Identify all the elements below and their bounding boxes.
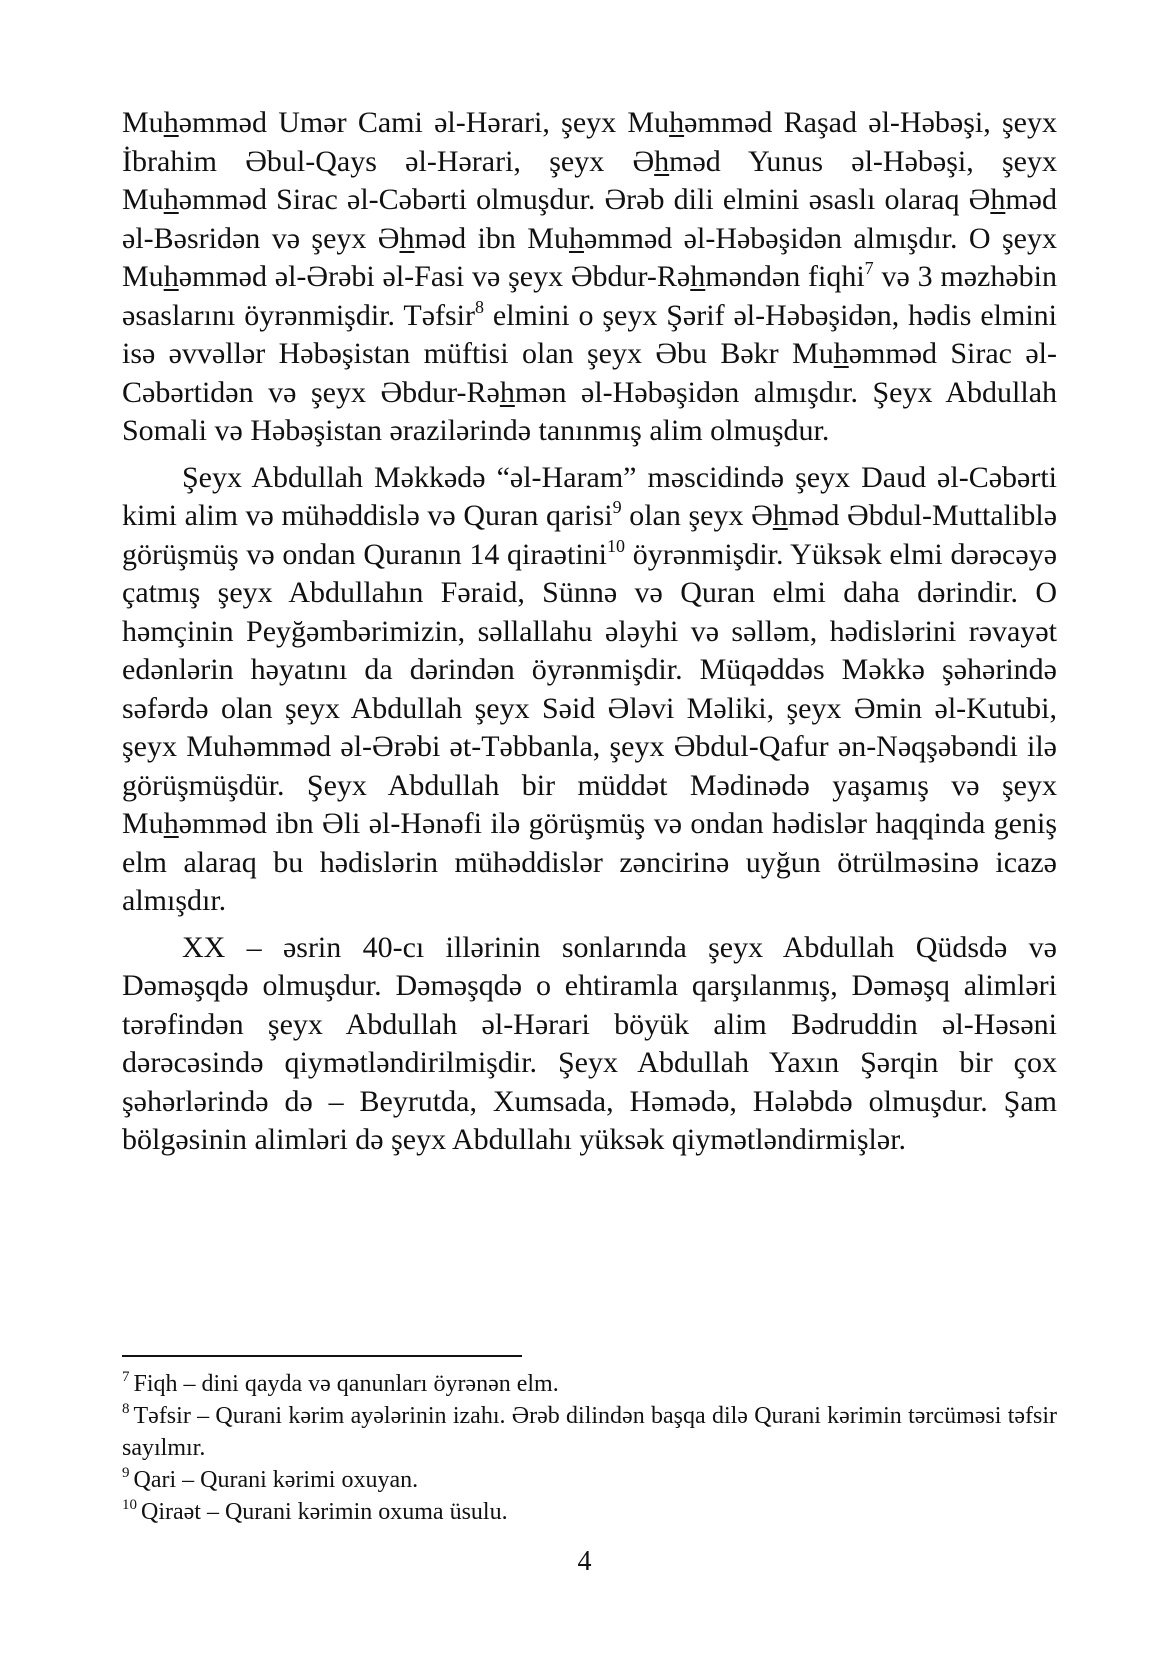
footnote-number: 9 (122, 1465, 130, 1481)
text-run: məd Əbdul-Muttaliblə görüşmüş və ondan Quranın 14 qiraətini (122, 499, 1058, 571)
footnote-ref: 9 (612, 497, 622, 517)
underlined-letter: h (163, 807, 179, 840)
underlined-letter: h (669, 106, 685, 139)
underlined-letter: h (163, 106, 179, 139)
footnote-text: Qari – Qurani kərimi oxuyan. (133, 1467, 419, 1493)
footnote-number: 8 (122, 1401, 130, 1417)
text-run: əmməd əl-Ərəbi əl-Fasi və şeyx Əbdur-Rə (178, 260, 691, 293)
text-run: məd Yunus əl-Həbəşi, şeyx Mu (122, 144, 1057, 216)
footnote-ref: 10 (607, 535, 626, 556)
footnote-ref: 7 (864, 258, 874, 278)
underlined-letter: h (772, 499, 788, 532)
footnote-text: Təfsir – Qurani kərim ayələrinin izahı. Ərəb dilindən başqa dilə Qurani kərimin tərcüməsi təfsir sayılmır. (122, 1403, 1057, 1461)
footnote-ref: 8 (475, 296, 484, 317)
footnotes (122, 1368, 1057, 1528)
footnote-9 (122, 1464, 1057, 1496)
footnote-number: 7 (122, 1369, 130, 1385)
text-run: məndən fiqhi (705, 260, 865, 293)
underlined-letter: h (399, 221, 415, 255)
text-run: elmini o şeyx Şərif əl-Həbəşidən, hədis elmini isə əvvəllər Həbəşistan müftisi olan şeyx Əbu Bəkr Mu (122, 298, 1057, 370)
footnote-text: Qiraət – Qurani kərimin oxuma üsulu. (141, 1499, 508, 1525)
main-text (122, 104, 1057, 1168)
text-run: öyrənmişdir. Yüksək elmi dərəcəyə çatmış şeyx Abdullahın Fəraid, Sünnə və Quran elmi daha dərindir. O həmçinin Peyğəmbərimizin, səllallahu ələyhi və səlləm, hədislərini rəvayət edənlərin həyatını da dərindən öyrənmişdir. Müqəddəs Məkkə şəhərində səfərdə olan şeyx Abdullah şeyx Səid Ələvi Məliki, şeyx Əmin əl-Kutubi, şeyx Muhəmməd əl-Ərəbi ət-Təbbanla, şeyx Əbdul-Qafur ən-Nəqşəbəndi ilə görüşmüşdür. Şeyx Abdullah bir müddət Mədinədə yaşamış və şeyx Mu (122, 537, 1058, 840)
paragraph-3 (122, 929, 1057, 1160)
underlined-letter: h (833, 337, 849, 370)
footnote-text: Fiqh – dini qayda və qanunları öyrənən elm. (133, 1371, 559, 1397)
underlined-letter: h (990, 183, 1006, 216)
paragraph-2 (122, 459, 1057, 921)
text-run: və 3 məzhəbin əsaslarını öyrənmişdir. Təfsir (122, 260, 1057, 332)
footnote-8 (122, 1400, 1057, 1464)
text-run: mən əl-Həbəşidən almışdır. Şeyx Abdullah Somali və Həbəşistan ərazilərində tanınmış alim olmuşdur. (122, 375, 1058, 447)
footnote-number: 10 (122, 1497, 137, 1513)
text-run: əmməd Sirac əl-Cəbərti olmuşdur. Ərəb dili elmini əsaslı olaraq Ə (178, 183, 991, 216)
text-run: əmməd Raşad əl-Həbəşi, şeyx İbrahim Əbul-Qays əl-Hərari, şeyx Ə (122, 106, 1057, 178)
paragraph-1 (122, 104, 1057, 451)
underlined-letter: h (163, 183, 179, 216)
underlined-letter: h (568, 221, 584, 255)
underlined-letter: h (499, 375, 515, 409)
underlined-letter: h (690, 260, 706, 293)
page-number: 4 (577, 1546, 592, 1577)
footnote-10 (122, 1496, 1057, 1528)
text-run: əmməd ibn Əli əl-Hənəfi ilə görüşmüş və ondan hədislər haqqinda geniş elm alaraq bu hədislərin mühəddislər zəncirinə uyğun ötrülməsinə icazə almışdır. (122, 807, 1057, 917)
text-run: əmməd Umər Cami əl-Hərari, şeyx Mu (178, 106, 670, 139)
underlined-letter: h (163, 260, 179, 293)
text-run: məd ibn Mu (414, 221, 569, 255)
footnote-7 (122, 1368, 1057, 1400)
text-run: olan şeyx Ə (621, 499, 773, 532)
text-run: əmməd Sirac əl-Cəbərtidən və şeyx Əbdur-Rə (122, 337, 1057, 409)
text-run: əmməd əl-Həbəşidən almışdır. O şeyx Mu (122, 221, 1057, 293)
underlined-letter: h (654, 144, 670, 178)
text-run: məd əl-Bəsridən və şeyx Ə (122, 183, 1057, 255)
text-run: XX – əsrin 40-cı illərinin sonlarında şeyx Abdullah Qüdsdə və Dəməşqdə olmuşdur. Dəməşqdə o ehtiramla qarşılanmış, Dəməşq alimləri tərəfindən şeyx Abdullah əl-Hərari böyük alim Bədruddin əl-Həsəni dərəcəsində qiymətləndirilmişdir. Şeyx Abdullah Yaxın Şərqin bir çox şəhərlərində də – Beyrutda, Xumsada, Həmədə, Hələbdə olmuşdur. Şam bölgəsinin alimləri də şeyx Abdullahı yüksək qiymətləndirmişlər. (122, 930, 1057, 1156)
footnote-separator (122, 1355, 522, 1357)
text-run: Mu (122, 106, 164, 139)
text-run: Şeyx Abdullah Məkkədə “əl-Haram” məscidində şeyx Daud əl-Cəbərti kimi alim və mühəddislə və Quran qarisi (122, 460, 1057, 532)
